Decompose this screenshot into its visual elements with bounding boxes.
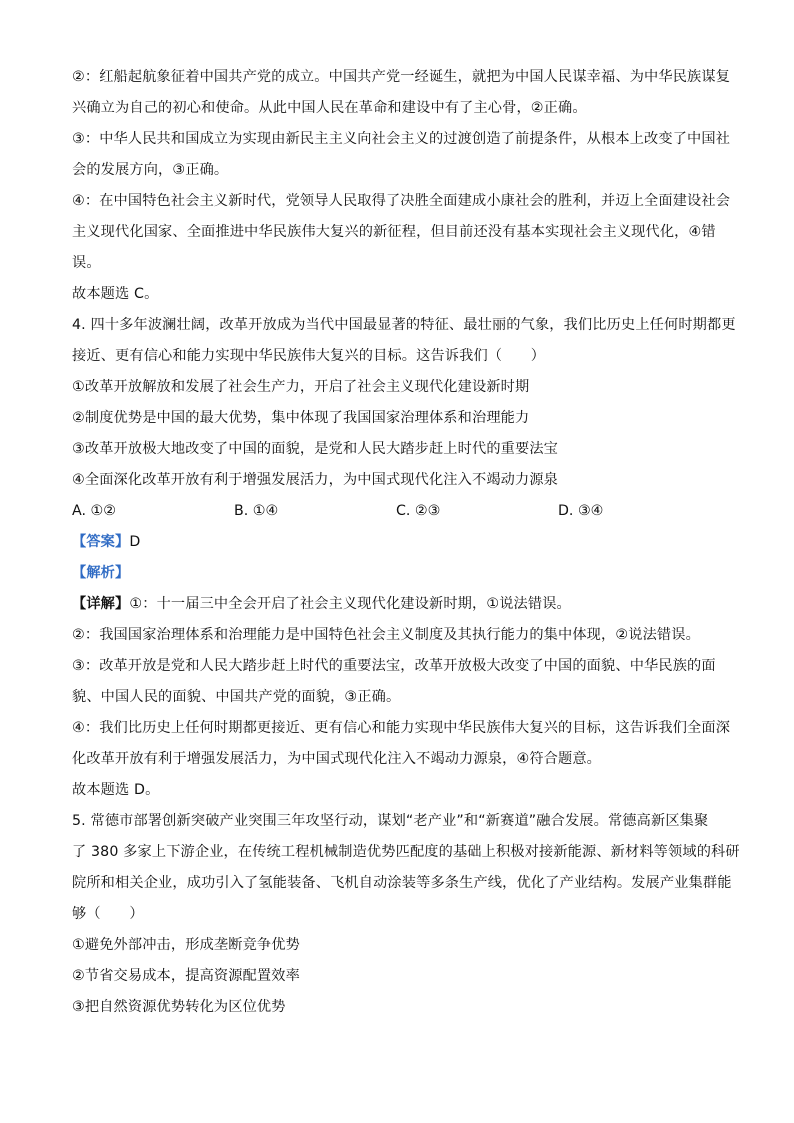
text-line: 兴确立为自己的初心和使命。从此中国人民在革命和建设中有了主心骨，②正确。	[72, 100, 587, 116]
statement: ①改革开放解放和发展了社会生产力，开启了社会主义现代化建设新时期	[72, 379, 530, 395]
analysis-label: 【解析】	[72, 565, 130, 581]
answer-line	[72, 527, 722, 558]
detail-line: 化改革开放有利于增强发展活力，为中国式现代化注入不竭动力源泉，④符合题意。	[72, 751, 602, 767]
analysis-line	[72, 558, 722, 589]
text-line: 误。	[72, 255, 101, 271]
statement: ②节省交易成本，提高资源配置效率	[72, 968, 300, 984]
option-b: B. ①④	[234, 503, 279, 519]
answer-options	[72, 496, 722, 527]
question-stem: 了 380 多家上下游企业，在传统工程机械制造优势匹配度的基础上积极对接新能源、新材料等领域的科研	[72, 844, 740, 860]
detail-line	[72, 589, 722, 620]
prev-analysis	[72, 62, 731, 310]
conclusion-line: 故本题选 C。	[72, 286, 159, 302]
question-stem: 接近、更有信心和能力实现中华民族伟大复兴的目标。这告诉我们（ ）	[72, 348, 546, 364]
answer-value: D	[129, 534, 141, 550]
option-c: C. ②③	[396, 503, 441, 519]
option-d: D. ③④	[558, 503, 604, 519]
detail-label: 【详解】	[72, 596, 130, 612]
detail-line: ②：我国国家治理体系和治理能力是中国特色社会主义制度及其执行能力的集中体现，②说法错误。	[72, 627, 700, 643]
statement: ①避免外部冲击，形成垄断竞争优势	[72, 937, 300, 953]
question-stem: 院所和相关企业，成功引入了氢能装备、飞机自动涂装等多条生产线，优化了产业结构。发展产业集群能	[72, 875, 732, 891]
detail-line: ③：改革开放是党和人民大踏步赶上时代的重要法宝，改革开放极大改变了中国的面貌、中华民族的面	[72, 658, 716, 674]
question-stem: 4. 四十多年波澜壮阔，改革开放成为当代中国最显著的特征、最壮丽的气象，我们比历史上任何时期都更	[72, 317, 736, 333]
detail-text: ①：十一届三中全会开启了社会主义现代化建设新时期，①说法错误。	[129, 596, 571, 612]
statement: ②制度优势是中国的最大优势，集中体现了我国国家治理体系和治理能力	[72, 410, 530, 426]
detail-line: 貌、中国人民的面貌、中国共产党的面貌，③正确。	[72, 689, 401, 705]
detail-line: ④：我们比历史上任何时期都更接近、更有信心和能力实现中华民族伟大复兴的目标，这告诉我们全面深	[72, 720, 731, 736]
text-line: ④：在中国特色社会主义新时代，党领导人民取得了决胜全面建成小康社会的胜利，并迈上全面建设社会	[72, 193, 731, 209]
text-line: 主义现代化国家、全面推进中华民族伟大复兴的新征程，但目前还没有基本实现社会主义现代化，④错	[72, 224, 716, 240]
statement: ③改革开放极大地改变了中国的面貌，是党和人民大踏步赶上时代的重要法宝	[72, 441, 559, 457]
document-page	[72, 62, 740, 1023]
conclusion-line: 故本题选 D。	[72, 782, 160, 798]
question-stem: 5. 常德市部署创新突破产业突围三年攻坚行动，谋划“老产业”和“新赛道”融合发展。常德高新区集聚	[72, 813, 709, 829]
answer-label: 【答案】	[72, 534, 130, 550]
statement: ③把自然资源优势转化为区位优势	[72, 999, 286, 1015]
option-a: A. ①②	[72, 503, 116, 519]
question-stem: 够（ ）	[72, 906, 144, 922]
text-line: ②：红船起航象征着中国共产党的成立。中国共产党一经诞生，就把为中国人民谋幸福、为中华民族谋复	[72, 69, 731, 85]
text-line: ③：中华人民共和国成立为实现由新民主主义向社会主义的过渡创造了前提条件，从根本上改变了中国社	[72, 131, 731, 147]
statement: ④全面深化改革开放有利于增强发展活力，为中国式现代化注入不竭动力源泉	[72, 472, 559, 488]
question-5	[72, 806, 740, 1023]
text-line: 会的发展方向，③正确。	[72, 162, 229, 178]
question-4	[72, 310, 736, 806]
